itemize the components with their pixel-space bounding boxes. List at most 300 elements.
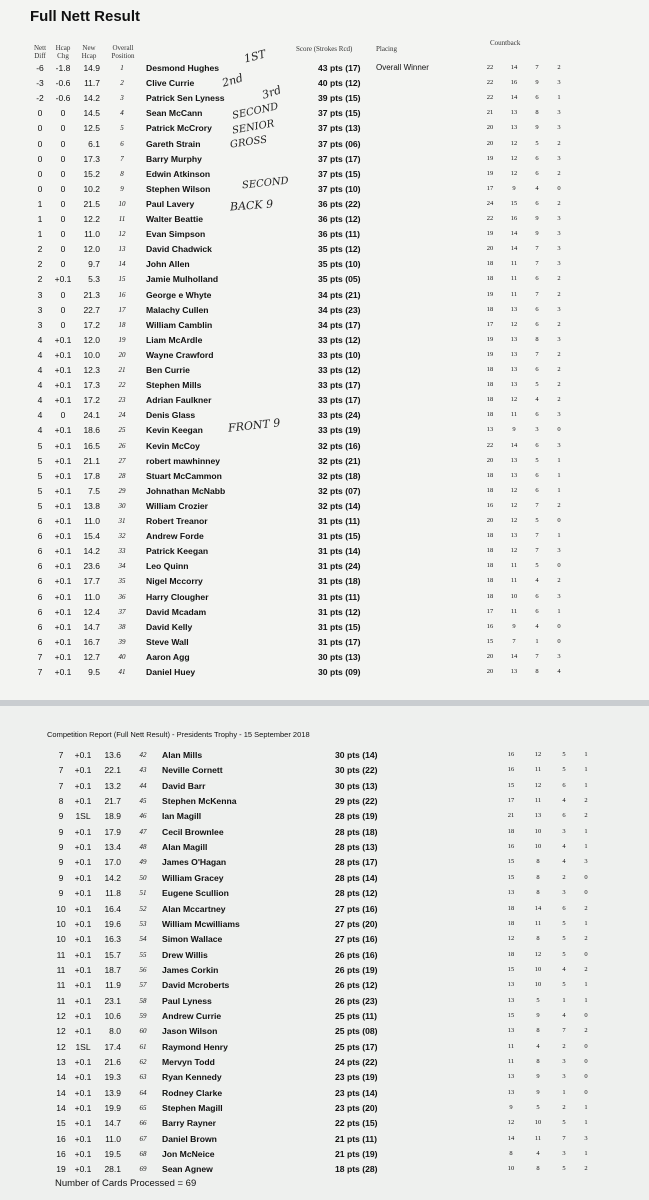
new-hcap: 21.6 [104,1057,121,1067]
countback-value: 0 [584,1073,588,1081]
new-hcap: 12.2 [83,214,100,224]
hcap-change: +0.1 [74,1072,92,1083]
nett-diff: 16 [56,1133,66,1144]
table-row [0,106,649,121]
countback-value: 2 [584,812,588,820]
countback-value: 0 [584,1011,588,1019]
overall-position: 66 [139,1119,147,1128]
hcap-change: +0.1 [74,1026,92,1037]
countback-value: 6 [535,411,539,419]
hcap-change: +0.1 [54,636,72,647]
player-name: David Chadwick [146,244,212,255]
overall-position: 48 [139,843,147,852]
countback-value: 18 [486,562,494,570]
score: 18 pts (28) [335,1164,378,1175]
player-name: Barry Murphy [146,153,202,164]
countback-value: 1 [562,1088,566,1096]
countback-value: 3 [557,260,561,268]
hcap-change: +0.1 [74,780,92,791]
nett-diff: 4 [37,365,43,375]
new-hcap: 23.6 [83,561,100,572]
countback-value: 12 [510,517,518,524]
new-hcap: 19.3 [104,1072,121,1083]
cards-processed: Number of Cards Processed = 69 [55,1178,197,1189]
countback-value: 7 [512,637,516,645]
player-name: William Camblin [146,319,213,330]
overall-position: 69 [139,1165,147,1174]
hcap-change: 0 [60,410,66,421]
score: 31 pts (11) [318,591,361,602]
overall-position: 37 [118,607,126,616]
nett-diff: 11 [56,980,66,991]
nett-diff: 0 [37,153,43,164]
countback-value: 15 [507,965,515,973]
countback-value: 20 [486,245,494,253]
new-hcap: 15.7 [104,949,121,960]
overall-position: 23 [118,396,126,405]
player-name: Raymond Henry [162,1041,228,1052]
overall-position: 3 [120,94,124,103]
countback-value: 19 [486,350,494,358]
countback-value: 14 [510,441,518,449]
nett-diff: 10 [56,918,66,929]
hcap-change: +0.1 [74,1118,92,1129]
countback-value: 3 [557,652,561,660]
countback-value: 16 [486,622,494,630]
score: 26 pts (19) [335,964,378,975]
nett-diff: 7 [37,651,43,662]
nett-diff: 3 [37,319,43,330]
countback-value: 11 [534,919,542,927]
overall-position: 43 [139,766,147,775]
overall-position: 47 [139,827,147,836]
score: 30 pts (22) [335,765,378,776]
overall-position: 6 [120,139,124,148]
countback-value: 4 [535,622,539,630]
player-name: Ryan Kennedy [162,1072,222,1083]
nett-diff: 12 [56,1041,66,1052]
countback-value: 18 [486,305,494,313]
overall-position: 56 [139,965,147,974]
header-score: Score (Strokes Rcd) [296,45,353,53]
player-name: Wayne Crawford [146,349,214,360]
countback-value: 21 [507,812,515,820]
table-row [0,994,649,1009]
hcap-change: +0.1 [54,380,72,391]
new-hcap: 17.3 [83,380,100,391]
player-name: David Mcadam [146,606,207,617]
countback-value: 13 [510,456,518,464]
score: 36 pts (22) [318,198,361,209]
overall-position: 20 [118,350,126,359]
countback-value: 9 [536,1073,540,1081]
countback-value: 3 [557,230,561,238]
overall-position: 19 [118,335,126,344]
countback-value: 14 [510,94,518,102]
countback-value: 6 [535,154,539,162]
countback-value: 2 [584,797,588,805]
countback-value: 4 [535,184,539,192]
countback-value: 4 [562,1011,566,1019]
hcap-change: -1.8 [55,63,71,73]
player-name: robert mawhinney [146,455,221,466]
hcap-change: +0.1 [54,621,72,632]
countback-value: 0 [557,426,561,434]
countback-value: 12 [510,486,518,494]
table-row [0,748,649,763]
hcap-change: +0.1 [54,440,72,451]
countback-value: 1 [557,456,561,464]
player-name: Patrick McCrory [146,123,212,134]
countback-value: 15 [486,637,494,645]
hcap-change: +0.1 [54,470,72,481]
hcap-change: +0.1 [74,1087,92,1098]
player-name: Desmond Hughes [146,63,220,73]
header-overall-position: Overall Position [111,44,135,60]
nett-diff: 7 [37,667,43,677]
hcap-change: 0 [60,244,66,255]
hcap-change: 0 [60,183,66,194]
nett-diff: 0 [37,138,43,149]
countback-value: 6 [562,781,566,789]
countback-value: 1 [584,996,588,1004]
nett-diff: 6 [37,561,43,572]
countback-value: 12 [510,396,518,404]
new-hcap: 17.2 [83,319,100,330]
table-row [0,590,649,605]
player-name: Liam McArdle [146,334,203,345]
countback-value: 1 [584,919,588,927]
table-row [0,620,649,635]
score: 34 pts (17) [318,319,361,330]
player-name: Drew Willis [162,949,208,960]
countback-value: 18 [486,577,494,585]
score: 32 pts (07) [318,485,361,496]
new-hcap: 15.2 [83,168,100,179]
overall-position: 14 [118,260,126,269]
countback-value: 0 [557,622,561,630]
countback-value: 16 [507,766,515,774]
player-name: John Allen [146,259,190,270]
countback-value: 2 [557,577,561,585]
countback-value: 9 [536,1011,540,1019]
table-row [0,1147,649,1162]
countback-value: 12 [534,781,542,789]
score: 28 pts (14) [335,872,378,883]
score: 31 pts (24) [318,561,361,572]
new-hcap: 10.6 [104,1010,121,1021]
new-hcap: 14.7 [83,621,100,632]
countback-value: 3 [562,1073,566,1081]
countback-value: 13 [507,1088,515,1096]
player-name: Harry Clougher [146,591,209,602]
nett-diff: 1 [37,229,43,240]
player-name: Evan Simpson [146,229,206,240]
hcap-change: +0.1 [54,274,72,285]
overall-position: 41 [118,668,126,676]
hcap-change: +0.1 [74,1010,92,1021]
countback-value: 9 [509,1104,513,1112]
nett-diff: 4 [37,425,43,436]
table-row [0,1055,649,1070]
player-name: Stephen Magill [162,1103,223,1114]
hcap-change: +0.1 [54,561,72,572]
player-name: David Barr [162,780,206,791]
overall-position: 30 [118,501,126,510]
countback-value: 0 [557,517,561,524]
nett-diff: 8 [58,796,64,807]
table-row [0,272,649,287]
countback-value: 0 [557,562,561,570]
countback-value: 13 [507,996,515,1004]
hcap-change: +0.1 [54,667,72,677]
table-row [0,439,649,454]
countback-value: 2 [557,169,561,177]
hcap-change: +0.1 [74,995,92,1006]
score: 37 pts (15) [318,108,361,119]
header-hcap-chg: Hcap Chg [55,44,71,60]
overall-position: 29 [118,486,126,495]
countback-value: 6 [535,305,539,313]
countback-value: 7 [562,1027,566,1035]
countback-value: 7 [535,652,539,660]
countback-value: 22 [486,441,494,449]
player-name: Alan Mills [162,750,203,760]
nett-diff: 6 [37,531,43,542]
hcap-change: 0 [60,319,66,330]
nett-diff: 19 [56,1164,66,1175]
countback-value: 22 [486,94,494,102]
nett-diff: 6 [37,621,43,632]
countback-value: 3 [557,335,561,343]
nett-diff: -6 [36,63,44,73]
countback-value: 5 [535,456,539,464]
overall-position: 59 [139,1011,147,1020]
player-name: Stephen Wilson [146,183,211,194]
overall-position: 62 [139,1058,147,1066]
new-hcap: 21.1 [83,455,100,466]
new-hcap: 12.0 [83,244,100,255]
player-name: Clive Currie [146,78,195,89]
countback-value: 15 [507,1011,515,1019]
table-row [0,665,649,680]
annotation-second-2: SECOND [241,175,290,192]
player-name: Cecil Brownlee [162,826,224,837]
table-row [0,794,649,809]
overall-position: 40 [118,652,126,661]
nett-diff: 0 [37,108,43,119]
countback-value: 7 [535,64,539,71]
countback-value: 0 [584,1088,588,1096]
countback-value: 6 [535,366,539,373]
countback-value: 18 [486,366,494,373]
countback-value: 14 [534,904,542,912]
new-hcap: 9.5 [88,667,100,677]
player-name: Edwin Atkinson [146,168,211,179]
countback-value: 13 [507,1027,515,1035]
countback-value: 1 [584,1150,588,1158]
player-name: Nigel Mccorry [146,576,203,587]
countback-value: 20 [486,124,494,132]
table-row [0,514,649,529]
new-hcap: 11.9 [105,980,121,991]
table-row [0,197,649,212]
nett-diff: 7 [58,765,64,776]
countback-value: 1 [557,471,561,479]
table-row [0,948,649,963]
countback-value: 15 [510,199,518,207]
new-hcap: 28.1 [104,1164,121,1175]
countback-value: 11 [510,290,518,298]
score: 26 pts (12) [335,980,378,991]
countback-value: 18 [507,950,515,958]
nett-diff: 12 [56,1026,66,1037]
new-hcap: 16.5 [83,440,100,451]
player-name: Stephen Mills [146,380,202,391]
countback-value: 3 [557,441,561,449]
countback-value: 15 [507,781,515,789]
score: 36 pts (11) [318,229,361,240]
countback-value: 14 [510,245,518,253]
table-row [0,242,649,257]
countback-value: 10 [534,843,542,851]
score: 35 pts (12) [318,244,361,255]
score: 31 pts (18) [318,576,361,587]
countback-value: 17 [486,184,494,192]
new-hcap: 11.0 [84,229,100,240]
table-row [0,1101,649,1116]
new-hcap: 17.8 [83,470,100,481]
score: 33 pts (17) [318,380,361,391]
score: 30 pts (13) [335,780,378,791]
score: 37 pts (06) [318,138,361,149]
new-hcap: 11.0 [105,1133,121,1144]
countback-value: 9 [535,79,539,87]
new-hcap: 21.5 [83,198,100,209]
overall-position: 15 [118,275,126,284]
player-name: George e Whyte [146,289,212,300]
score: 37 pts (13) [318,123,361,134]
nett-diff: 4 [37,380,43,391]
overall-position: 33 [118,547,126,556]
nett-diff: 9 [58,811,64,822]
countback-value: 19 [486,230,494,238]
table-row [0,454,649,469]
score: 28 pts (19) [335,811,378,822]
score: 29 pts (22) [335,796,378,807]
score: 25 pts (08) [335,1026,378,1037]
new-hcap: 24.1 [83,410,100,421]
countback-value: 12 [507,1119,515,1127]
countback-value: 22 [486,215,494,222]
countback-value: 20 [486,517,494,524]
table-row [0,529,649,544]
countback-value: 18 [486,381,494,389]
score: 32 pts (16) [318,440,361,451]
countback-value: 14 [510,652,518,660]
countback-value: 4 [562,797,566,805]
countback-value: 1 [557,532,561,540]
new-hcap: 11.8 [105,888,121,899]
score: 30 pts (13) [318,651,361,662]
nett-diff: 9 [58,888,64,899]
overall-position: 17 [118,305,126,314]
table-row [0,650,649,665]
countback-value: 3 [562,1150,566,1158]
overall-position: 31 [118,517,126,525]
countback-value: 2 [557,501,561,509]
countback-value: 11 [534,797,542,805]
nett-diff: 2 [37,244,43,255]
countback-value: 6 [562,904,566,912]
countback-value: 13 [510,109,518,117]
player-name: Leo Quinn [146,561,189,572]
page-title: Full Nett Result [30,8,141,25]
score: 34 pts (21) [318,289,361,300]
new-hcap: 12.3 [83,365,100,375]
hcap-change: -0.6 [55,93,71,104]
countback-value: 13 [507,1073,515,1081]
countback-value: 13 [510,335,518,343]
countback-value: 0 [584,889,588,897]
player-name: Sean Agnew [162,1164,213,1175]
player-name: Daniel Brown [162,1133,217,1144]
countback-value: 5 [535,517,539,524]
new-hcap: 19.6 [104,918,121,929]
hcap-change: 0 [60,198,66,209]
score: 31 pts (11) [318,516,361,526]
table-row [0,408,649,423]
overall-position: 57 [139,981,147,990]
overall-position: 49 [139,858,147,867]
nett-diff: 9 [58,872,64,883]
hcap-change: 0 [60,214,66,224]
score: 28 pts (18) [335,826,378,837]
overall-position: 39 [118,637,126,646]
score: 27 pts (16) [335,934,378,945]
countback-value: 22 [486,79,494,87]
overall-position: 63 [139,1073,147,1082]
hcap-change: +0.1 [74,750,92,760]
hcap-change: +0.1 [74,765,92,776]
new-hcap: 8.0 [109,1026,121,1037]
player-name: Jason Wilson [162,1026,218,1037]
countback-value: 13 [510,668,518,675]
player-name: Alan Mccartney [162,903,226,914]
new-hcap: 18.9 [104,811,121,822]
overall-position: 13 [118,245,126,254]
score: 33 pts (10) [318,349,361,360]
table-row [0,152,649,167]
score: 23 pts (20) [335,1103,378,1114]
countback-value: 11 [510,260,518,268]
score: 25 pts (17) [335,1041,378,1052]
countback-value: 4 [536,1150,540,1158]
countback-value: 18 [486,486,494,494]
hcap-change: +0.1 [54,651,72,662]
countback-value: 4 [562,858,566,866]
countback-value: 7 [535,290,539,298]
new-hcap: 11.7 [84,78,100,89]
report-header: Competition Report (Full Nett Result) - Presidents Trophy - 15 September 2018 [47,730,310,739]
hcap-change: +0.1 [74,964,92,975]
countback-value: 1 [584,751,588,758]
hcap-change: 1SL [75,811,91,822]
hcap-change: +0.1 [74,1164,92,1175]
countback-value: 0 [584,950,588,958]
nett-diff: 5 [37,440,43,451]
countback-value: 13 [534,812,542,820]
